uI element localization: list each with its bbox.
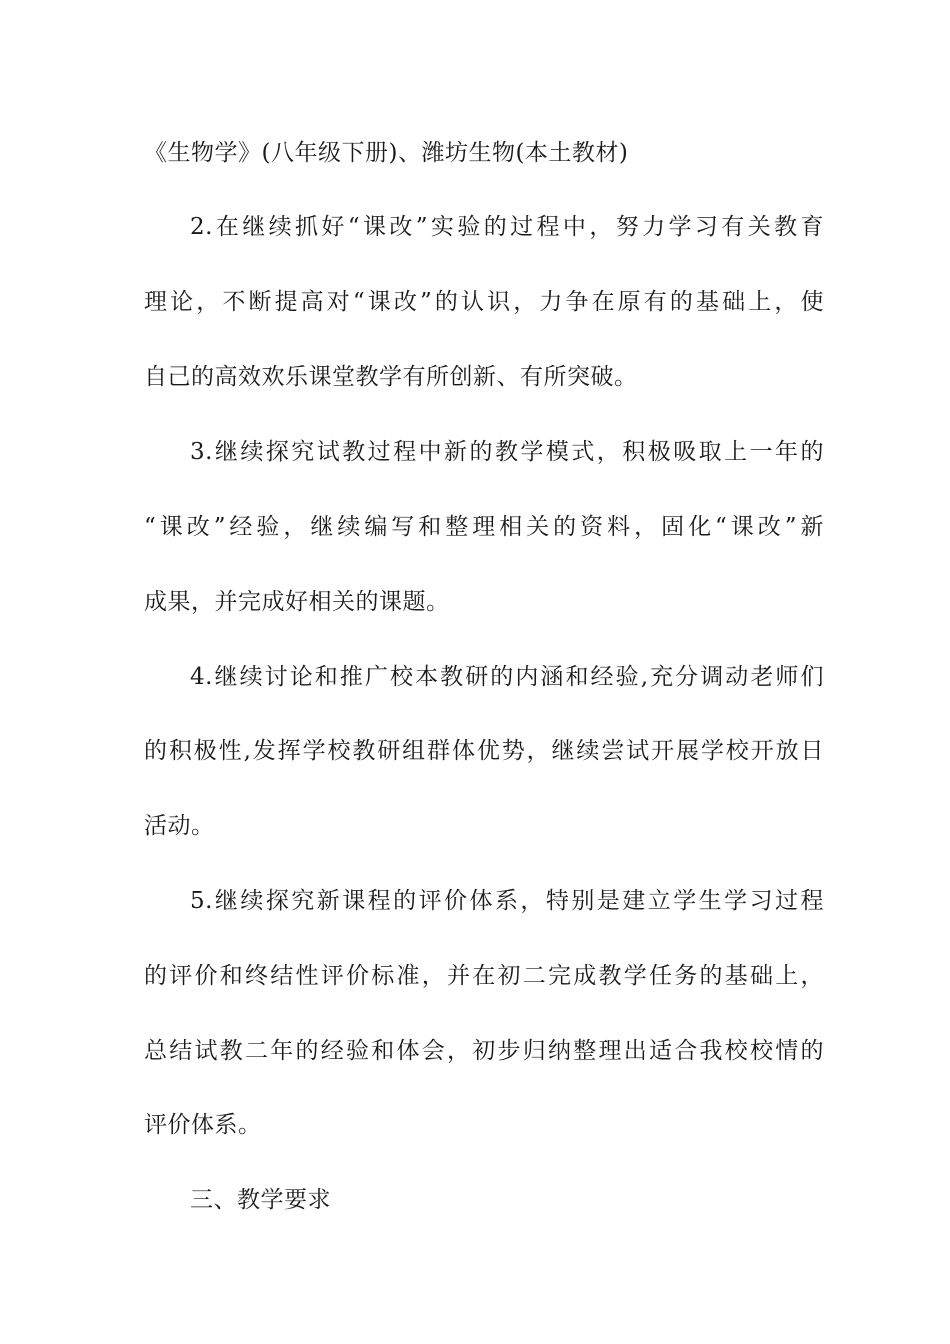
text-line-item5-start: 5.继续探究新课程的评价体系，特别是建立学生学习过程: [190, 888, 824, 914]
text-line-item4-start: 4.继续讨论和推广校本教研的内涵和经验,充分调动老师们: [190, 664, 824, 690]
text-line-item5-cont2: 总结试教二年的经验和体会，初步归纳整理出适合我校校情的: [144, 1038, 824, 1064]
text-line-textbook: 《生物学》(八年级下册)、潍坊生物(本土教材): [144, 140, 629, 166]
text-line-item4-end: 活动。: [144, 813, 215, 839]
text-line-item4-cont: 的积极性,发挥学校教研组群体优势，继续尝试开展学校开放日: [144, 738, 824, 764]
text-line-item3-end: 成果，并完成好相关的课题。: [144, 589, 450, 615]
text-line-item2-end: 自己的高效欢乐课堂教学有所创新、有所突破。: [144, 364, 638, 390]
section-heading-teaching-requirements: 三、教学要求: [190, 1187, 331, 1213]
text-line-item5-cont1: 的评价和终结性评价标准，并在初二完成教学任务的基础上，: [144, 963, 824, 989]
text-line-item5-end: 评价体系。: [144, 1112, 262, 1138]
text-line-item3-start: 3.继续探究试教过程中新的教学模式，积极吸取上一年的: [190, 439, 824, 465]
text-line-item3-cont: “课改”经验，继续编写和整理相关的资料，固化“课改”新: [144, 514, 824, 540]
text-line-item2-start: 2.在继续抓好“课改”实验的过程中，努力学习有关教育: [190, 214, 824, 240]
text-line-item2-cont: 理论，不断提高对“课改”的认识，力争在原有的基础上，使: [144, 289, 824, 315]
